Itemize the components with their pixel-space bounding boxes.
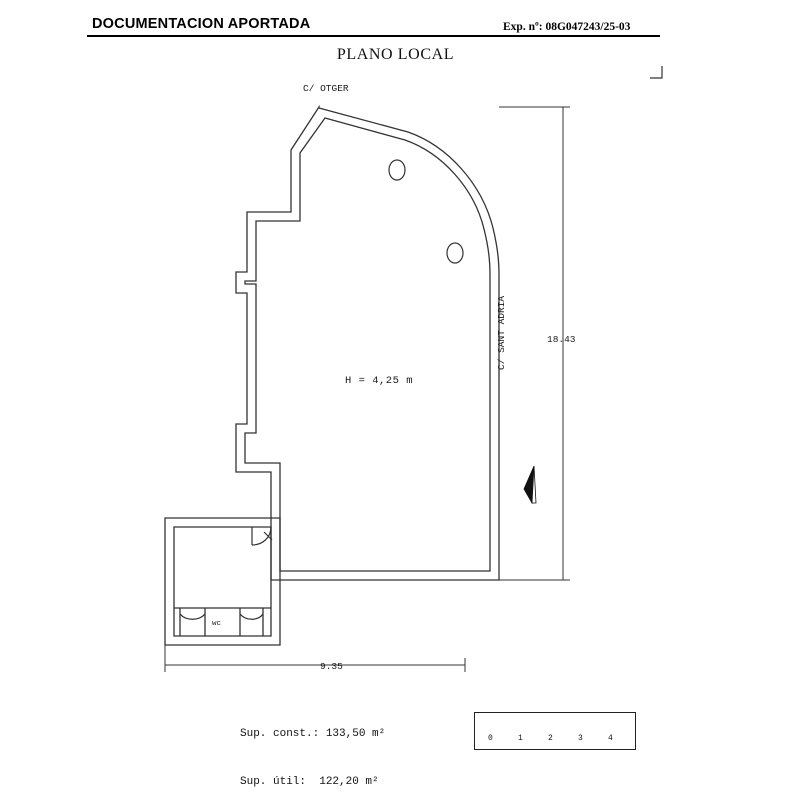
street-label-right: C/ SANT ADRIA [496,295,507,370]
dimension-horizontal-value: 9.35 [320,661,343,672]
plan-title: PLANO LOCAL [336,46,455,63]
built-area-text: Sup. const.: 133,50 m² [240,728,386,740]
wc-room-outline [165,518,280,645]
column-icon [447,243,463,263]
street-label-top: C/ OTGER [303,83,349,94]
ceiling-height-note: H = 4,25 m [345,375,414,387]
usable-area-text: Sup. útil: 122,20 m² [240,776,379,788]
scale-tick-3: 3 [578,734,583,743]
scale-tick-4: 4 [608,734,613,743]
door-swing-icon [252,527,272,545]
corner-mark-icon [650,66,662,78]
north-arrow-icon [524,466,536,503]
column-markers [389,160,463,263]
column-icon [389,160,405,180]
file-reference-number: Exp. nº: 08G047243/25-03 [503,21,631,33]
page-title: DOCUMENTACION APORTADA [92,16,311,32]
scalebar [474,712,636,750]
surface-area-summary [240,694,385,806]
scale-tick-1: 1 [518,734,523,743]
scale-tick-0: 0 [488,734,493,743]
dimension-vertical-value: 18.43 [547,334,576,345]
scale-tick-2: 2 [548,734,553,743]
scalebar-tick-labels [475,713,635,749]
main-building-outline [236,107,499,580]
room-label-wc: wc [212,620,222,628]
horizontal-dimension-line [165,645,465,672]
